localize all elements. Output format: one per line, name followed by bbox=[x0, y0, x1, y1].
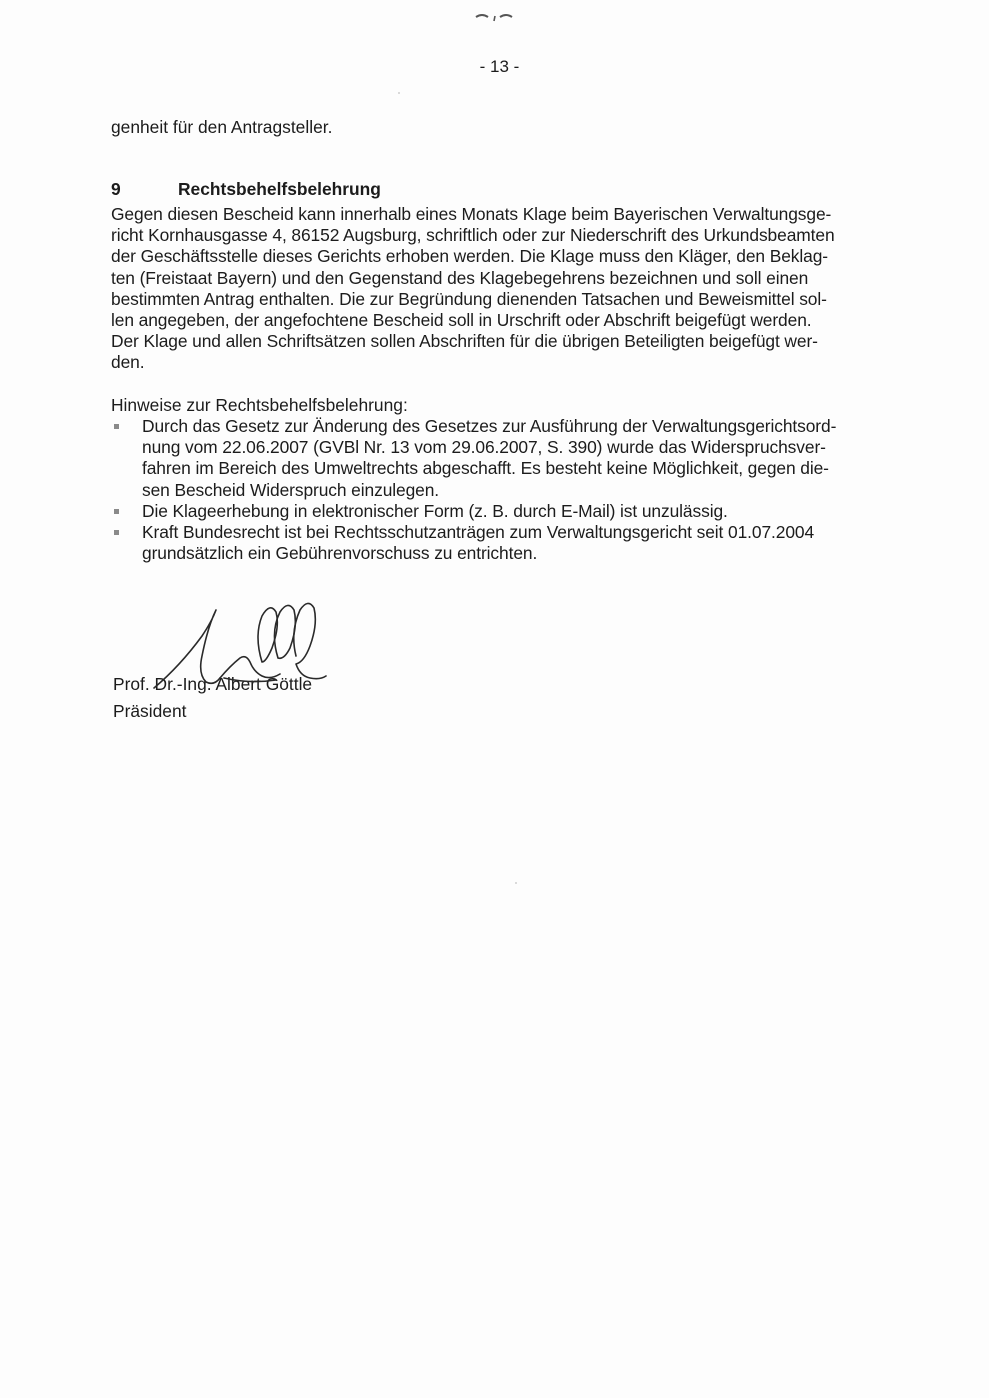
hint-line: nung vom 22.06.2007 (GVBl Nr. 13 vom 29.06.2007, S. 390) wurde das Widerspruchsver- bbox=[142, 437, 826, 458]
list-item bbox=[111, 416, 836, 501]
body-line: richt Kornhausgasse 4, 86152 Augsburg, schriftlich oder zur Niederschrift des Urkundsbeamten bbox=[111, 225, 835, 246]
hint-line: Die Klageerhebung in elektronischer Form (z. B. durch E-Mail) ist unzulässig. bbox=[142, 500, 728, 521]
section-number: 9 bbox=[111, 179, 121, 199]
body-line: der Geschäftsstelle dieses Gerichts erhoben werden. Die Klage muss den Kläger, den Beklag- bbox=[111, 246, 828, 267]
list-item bbox=[111, 522, 836, 564]
body-line: Gegen diesen Bescheid kann innerhalb eines Monats Klage beim Bayerischen Verwaltungsge- bbox=[111, 204, 832, 224]
body-line: bestimmten Antrag enthalten. Die zur Begründung dienenden Tatsachen und Beweismittel sol- bbox=[111, 288, 827, 309]
bullet-icon bbox=[114, 424, 119, 429]
signer-title: Präsident bbox=[113, 701, 187, 721]
hints-heading: Hinweise zur Rechtsbehelfsbelehrung: bbox=[111, 395, 408, 415]
bullet-icon bbox=[114, 509, 119, 514]
scan-mark-icon bbox=[470, 8, 530, 24]
hint-line: Kraft Bundesrecht ist bei Rechtsschutzanträgen zum Verwaltungsgericht seit 01.07.2004 bbox=[142, 522, 815, 543]
bullet-icon bbox=[114, 530, 119, 535]
section-title: Rechtsbehelfsbelehrung bbox=[178, 179, 381, 199]
hint-line: grundsätzlich ein Gebührenvorschuss zu entrichten. bbox=[142, 543, 538, 564]
page-number: - 13 - bbox=[479, 57, 520, 76]
hint-line: sen Bescheid Widerspruch einzulegen. bbox=[142, 479, 440, 500]
body-line: den. bbox=[111, 352, 145, 373]
body-line: ten (Freistaat Bayern) und den Gegenstand des Klagebegehrens bezeichnen und soll einen bbox=[111, 267, 809, 288]
signer-name: Prof. Dr.-Ing. Albert Göttle bbox=[113, 674, 313, 694]
body-line: len angegeben, der angefochtene Bescheid soll in Urschrift oder Abschrift beigefügt werden. bbox=[111, 310, 812, 331]
carry-over-line: genheit für den Antragsteller. bbox=[111, 117, 333, 137]
section-body bbox=[111, 204, 835, 374]
list-item bbox=[111, 501, 836, 522]
hint-line: fahren im Bereich des Umweltrechts abgeschafft. Es besteht keine Möglichkeit, gegen die- bbox=[142, 458, 829, 479]
scan-speck bbox=[515, 882, 517, 884]
body-line: Der Klage und allen Schriftsätzen sollen Abschriften für die übrigen Beteiligten beigefügt wer- bbox=[111, 331, 818, 352]
handwritten-signature bbox=[150, 596, 340, 706]
hint-line: Durch das Gesetz zur Änderung des Gesetzes zur Ausführung der Verwaltungsgerichtsord- bbox=[142, 416, 837, 436]
hints-list bbox=[111, 416, 836, 564]
scan-speck bbox=[398, 92, 400, 94]
